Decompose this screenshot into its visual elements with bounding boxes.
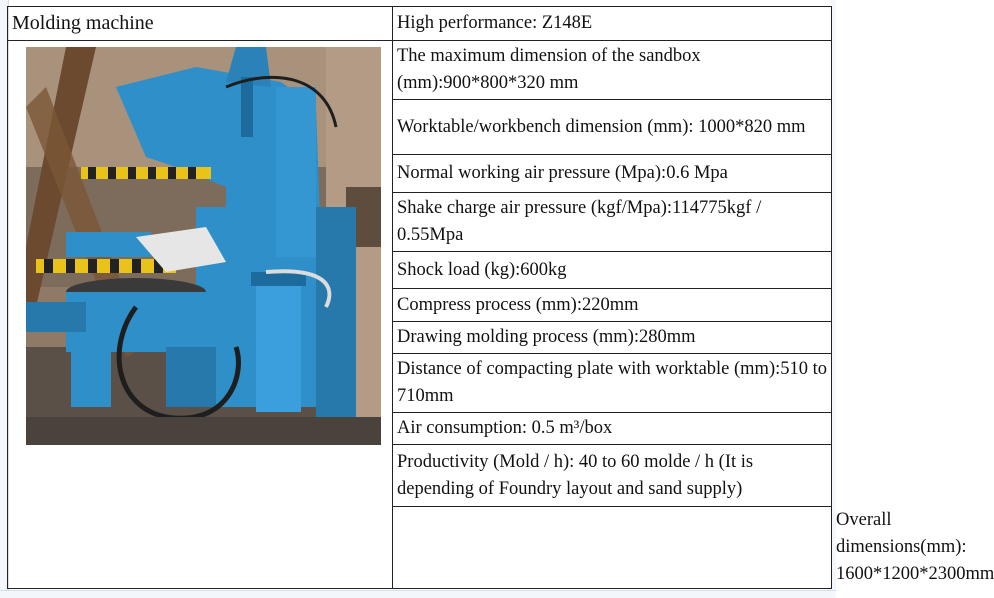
product-image-cell[interactable]	[8, 41, 393, 589]
spec-cell[interactable]: Normal working air pressure (Mpa):0.6 Mpa	[393, 155, 832, 193]
product-title-cell[interactable]: Molding machine	[8, 7, 393, 41]
spec-cell[interactable]: Shake charge air pressure (kgf/Mpa):114775kgf / 0.55Mpa	[393, 193, 832, 252]
spec-cell[interactable]: Productivity (Mold / h): 40 to 60 molde / h (It is depending of Foundry layout and sand supply)	[393, 445, 832, 507]
spec-cell[interactable]: The maximum dimension of the sandbox (mm):900*800*320 mm	[393, 41, 832, 100]
empty-cell[interactable]	[393, 507, 832, 589]
spec-cell[interactable]: High performance: Z148E	[393, 7, 832, 41]
sheet-bottom-gutter	[0, 590, 836, 598]
table-row: Overall dimensions(mm): 1600*1200*2300mm	[8, 507, 832, 589]
table-row	[8, 7, 832, 41]
table-row	[8, 41, 832, 100]
spec-table	[7, 6, 994, 589]
molding-machine-photo	[26, 47, 381, 445]
spec-cell[interactable]: Distance of compacting plate with worktable (mm):510 to 710mm	[393, 354, 832, 413]
spec-cell[interactable]: Air consumption: 0.5 m³/box	[393, 413, 832, 445]
spec-cell[interactable]: Shock load (kg):600kg	[393, 252, 832, 289]
spec-cell[interactable]: Compress process (mm):220mm	[393, 289, 832, 322]
spec-cell[interactable]: Worktable/workbench dimension (mm): 1000*820 mm	[393, 100, 832, 155]
spec-cell[interactable]: Drawing molding process (mm):280mm	[393, 322, 832, 354]
